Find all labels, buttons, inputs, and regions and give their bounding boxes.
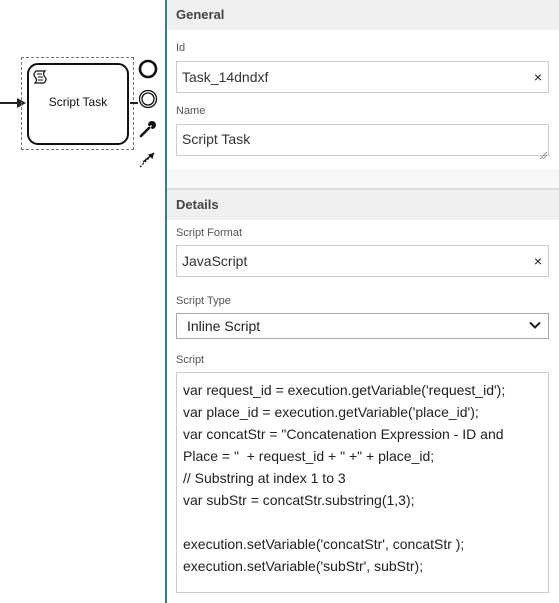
script-type-wrapper xyxy=(176,313,549,339)
script-type-label: Script Type xyxy=(176,295,231,307)
script-format-wrapper xyxy=(176,245,549,277)
script-format-label: Script Format xyxy=(176,227,243,239)
script-task-shape[interactable] xyxy=(27,63,129,145)
script-type-select[interactable] xyxy=(177,314,548,338)
clear-id-button[interactable]: × xyxy=(533,69,542,85)
details-group xyxy=(167,220,559,603)
id-field-wrapper xyxy=(176,61,549,93)
clear-script-format-button[interactable]: × xyxy=(533,253,542,269)
general-section-header[interactable]: General xyxy=(167,0,559,30)
name-textarea[interactable] xyxy=(176,124,549,156)
append-end-event-button[interactable] xyxy=(136,57,160,81)
script-label: Script xyxy=(176,354,205,366)
end-event-icon xyxy=(137,58,159,80)
connect-button[interactable] xyxy=(136,147,160,171)
script-textarea[interactable] xyxy=(176,372,549,593)
wrench-icon xyxy=(138,119,158,139)
resize-grip-icon[interactable] xyxy=(539,151,547,159)
properties-panel xyxy=(165,0,559,603)
general-group xyxy=(167,30,559,169)
script-format-input[interactable] xyxy=(177,246,548,276)
intermediate-event-icon xyxy=(137,88,159,110)
change-type-button[interactable] xyxy=(136,117,160,141)
details-section-header[interactable]: Details xyxy=(167,190,559,220)
name-label: Name xyxy=(176,105,206,117)
append-intermediate-event-button[interactable] xyxy=(136,87,160,111)
diagram-canvas[interactable] xyxy=(0,0,165,603)
name-field-wrapper xyxy=(176,124,549,161)
task-label: Script Task xyxy=(48,95,108,109)
id-label: Id xyxy=(176,42,186,54)
id-input[interactable] xyxy=(177,62,548,92)
script-icon xyxy=(33,69,49,85)
connect-icon xyxy=(137,148,159,170)
